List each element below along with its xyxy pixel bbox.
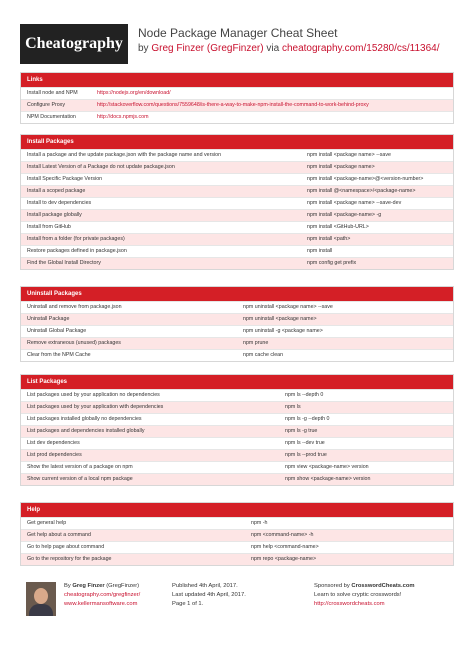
footer-sponsor-link[interactable]: http://crosswordcheats.com: [314, 601, 385, 607]
footer-sponsor-name[interactable]: CrosswordCheats.com: [351, 583, 415, 589]
table-row: [21, 437, 453, 449]
row-command: npm help <command-name>: [251, 544, 319, 550]
row-command: npm install: [307, 248, 333, 254]
section-help: [20, 502, 454, 566]
row-label: Install package globally: [27, 212, 82, 218]
row-label: List prod dependencies: [27, 452, 82, 458]
section-title: Install Packages: [21, 135, 453, 149]
page-title: Node Package Manager Cheat Sheet: [138, 26, 338, 40]
footer-page-number: Page 1 of 1.: [172, 601, 204, 607]
footer-author-block: [64, 582, 140, 609]
footer-author-link[interactable]: cheatography.com/gregfinzer/: [64, 592, 141, 598]
row-command: npm show <package-name> version: [285, 476, 371, 482]
row-label: Show current version of a local npm package: [27, 476, 133, 482]
row-label: List packages used by your application no dependencies: [27, 392, 160, 398]
table-row: [21, 99, 453, 111]
row-label: Get general help: [27, 520, 67, 526]
table-row: [21, 389, 453, 401]
section-title: Uninstall Packages: [21, 287, 453, 301]
row-command: npm install <package name>: [307, 164, 375, 170]
row-label: List packages used by your application with dependencies: [27, 404, 164, 410]
byline-via: via: [266, 43, 280, 54]
footer-author-handle: (GregFinzer): [106, 583, 140, 589]
row-label: List dev dependencies: [27, 440, 80, 446]
footer-sponsor-prefix: Sponsored by: [314, 583, 350, 589]
footer-sponsor-tagline: Learn to solve cryptic crosswords!: [314, 592, 402, 598]
table-row: [21, 529, 453, 541]
row-label: NPM Documentation: [27, 114, 76, 120]
table-row: [21, 221, 453, 233]
row-command: npm ls -g --depth 0: [285, 416, 330, 422]
row-command: npm install <package-name> -g: [307, 212, 382, 218]
table-row: [21, 209, 453, 221]
row-command: npm uninstall -g <package name>: [243, 328, 323, 334]
row-command: npm -h: [251, 520, 268, 526]
byline: [138, 43, 439, 54]
page-footer: [20, 580, 454, 620]
row-command: npm prune: [243, 340, 269, 346]
row-command: npm install <GitHub-URL>: [307, 224, 369, 230]
section-list-packages: [20, 374, 454, 486]
row-command: npm uninstall <package name>: [243, 316, 317, 322]
row-link[interactable]: http://docs.npmjs.com: [97, 114, 149, 120]
table-row: [21, 185, 453, 197]
row-link[interactable]: https://nodejs.org/en/download/: [97, 90, 171, 96]
table-row: [21, 173, 453, 185]
row-command: npm install <package-name>@<version-number>: [307, 176, 424, 182]
byline-prefix: by: [138, 43, 149, 54]
row-label: Install node and NPM: [27, 90, 78, 96]
row-command: npm uninstall <package name> --save: [243, 304, 333, 310]
footer-author-name: Greg Finzer: [72, 583, 105, 589]
row-command: npm config get prefix: [307, 260, 357, 266]
row-label: Uninstall and remove from package.json: [27, 304, 122, 310]
section-title: Help: [21, 503, 453, 517]
author-link[interactable]: Greg Finzer (GregFinzer): [151, 43, 264, 54]
row-label: Install Specific Package Version: [27, 176, 103, 182]
author-avatar: [26, 582, 56, 616]
table-row: [21, 233, 453, 245]
row-label: Show the latest version of a package on npm: [27, 464, 133, 470]
table-row: [21, 401, 453, 413]
table-row: [21, 161, 453, 173]
row-command: npm install <path>: [307, 236, 351, 242]
table-row: [21, 149, 453, 161]
row-label: Go to the repository for the package: [27, 556, 112, 562]
row-link[interactable]: http://stackoverflow.com/questions/7559648/is-there-a-way-to-make-npm-install-the-command-to-work-behind-proxy: [97, 102, 369, 108]
section-install-packages: [20, 134, 454, 270]
row-label: Uninstall Global Package: [27, 328, 87, 334]
footer-sponsor-line: [314, 582, 415, 591]
table-row: [21, 413, 453, 425]
row-label: Install a package and the update package.json with the package name and version: [27, 152, 222, 158]
table-row: [21, 425, 453, 437]
sheet-url-link[interactable]: cheatography.com/15280/cs/11364/: [281, 43, 440, 54]
row-label: Install from a folder (for private packages): [27, 236, 125, 242]
footer-by-prefix: By: [64, 583, 71, 589]
section-title: List Packages: [21, 375, 453, 389]
table-row: [21, 473, 453, 485]
row-command: npm view <package-name> version: [285, 464, 369, 470]
footer-dates-block: [172, 582, 246, 609]
table-row: [21, 301, 453, 313]
row-command: npm ls --dev true: [285, 440, 325, 446]
row-label: Restore packages defined in package.json: [27, 248, 127, 254]
row-label: Install a scoped package: [27, 188, 86, 194]
table-row: [21, 313, 453, 325]
row-command: npm <command-name> -h: [251, 532, 314, 538]
table-row: [21, 461, 453, 473]
row-command: npm ls --depth 0: [285, 392, 324, 398]
table-row: [21, 245, 453, 257]
table-row: [21, 349, 453, 361]
row-label: Install to dev dependencies: [27, 200, 92, 206]
avatar-face: [34, 588, 48, 604]
cheatography-logo[interactable]: Cheatography: [20, 24, 128, 64]
footer-sponsor-block: [314, 582, 415, 609]
row-label: List packages installed globally no dependencies: [27, 416, 142, 422]
footer-site-link[interactable]: www.kellermansoftware.com: [64, 601, 138, 607]
page-header: [20, 24, 454, 64]
row-label: Go to help page about command: [27, 544, 105, 550]
row-label: Configure Proxy: [27, 102, 65, 108]
row-command: npm ls --prod true: [285, 452, 327, 458]
table-row: [21, 325, 453, 337]
row-command: npm ls -g true: [285, 428, 318, 434]
row-command: npm ls: [285, 404, 301, 410]
row-label: Install Latest Version of a Package do not update package.json: [27, 164, 175, 170]
row-command: npm install <package name> --save: [307, 152, 391, 158]
table-row: [21, 449, 453, 461]
footer-author-line: [64, 582, 140, 591]
row-label: List packages and dependencies installed globally: [27, 428, 145, 434]
table-row: [21, 517, 453, 529]
row-command: npm install @<namespace>/<package-name>: [307, 188, 416, 194]
table-row: [21, 337, 453, 349]
section-links: [20, 72, 454, 124]
avatar-body: [29, 604, 53, 616]
table-row: [21, 197, 453, 209]
row-label: Get help about a command: [27, 532, 91, 538]
table-row: [21, 257, 453, 269]
row-command: npm cache clean: [243, 352, 284, 358]
section-title: Links: [21, 73, 453, 87]
table-row: [21, 87, 453, 99]
row-label: Install from GitHub: [27, 224, 71, 230]
table-row: [21, 553, 453, 565]
row-command: npm repo <package-name>: [251, 556, 317, 562]
row-command: npm install <package name> --save-dev: [307, 200, 402, 206]
row-label: Find the Global Install Directory: [27, 260, 101, 266]
footer-published: Published 4th April, 2017.: [172, 583, 238, 589]
row-label: Uninstall Package: [27, 316, 70, 322]
row-label: Remove extraneous (unused) packages: [27, 340, 121, 346]
section-uninstall-packages: [20, 286, 454, 362]
table-row: [21, 541, 453, 553]
footer-updated: Last updated 4th April, 2017.: [172, 592, 246, 598]
table-row: [21, 111, 453, 123]
row-label: Clear from the NPM Cache: [27, 352, 91, 358]
